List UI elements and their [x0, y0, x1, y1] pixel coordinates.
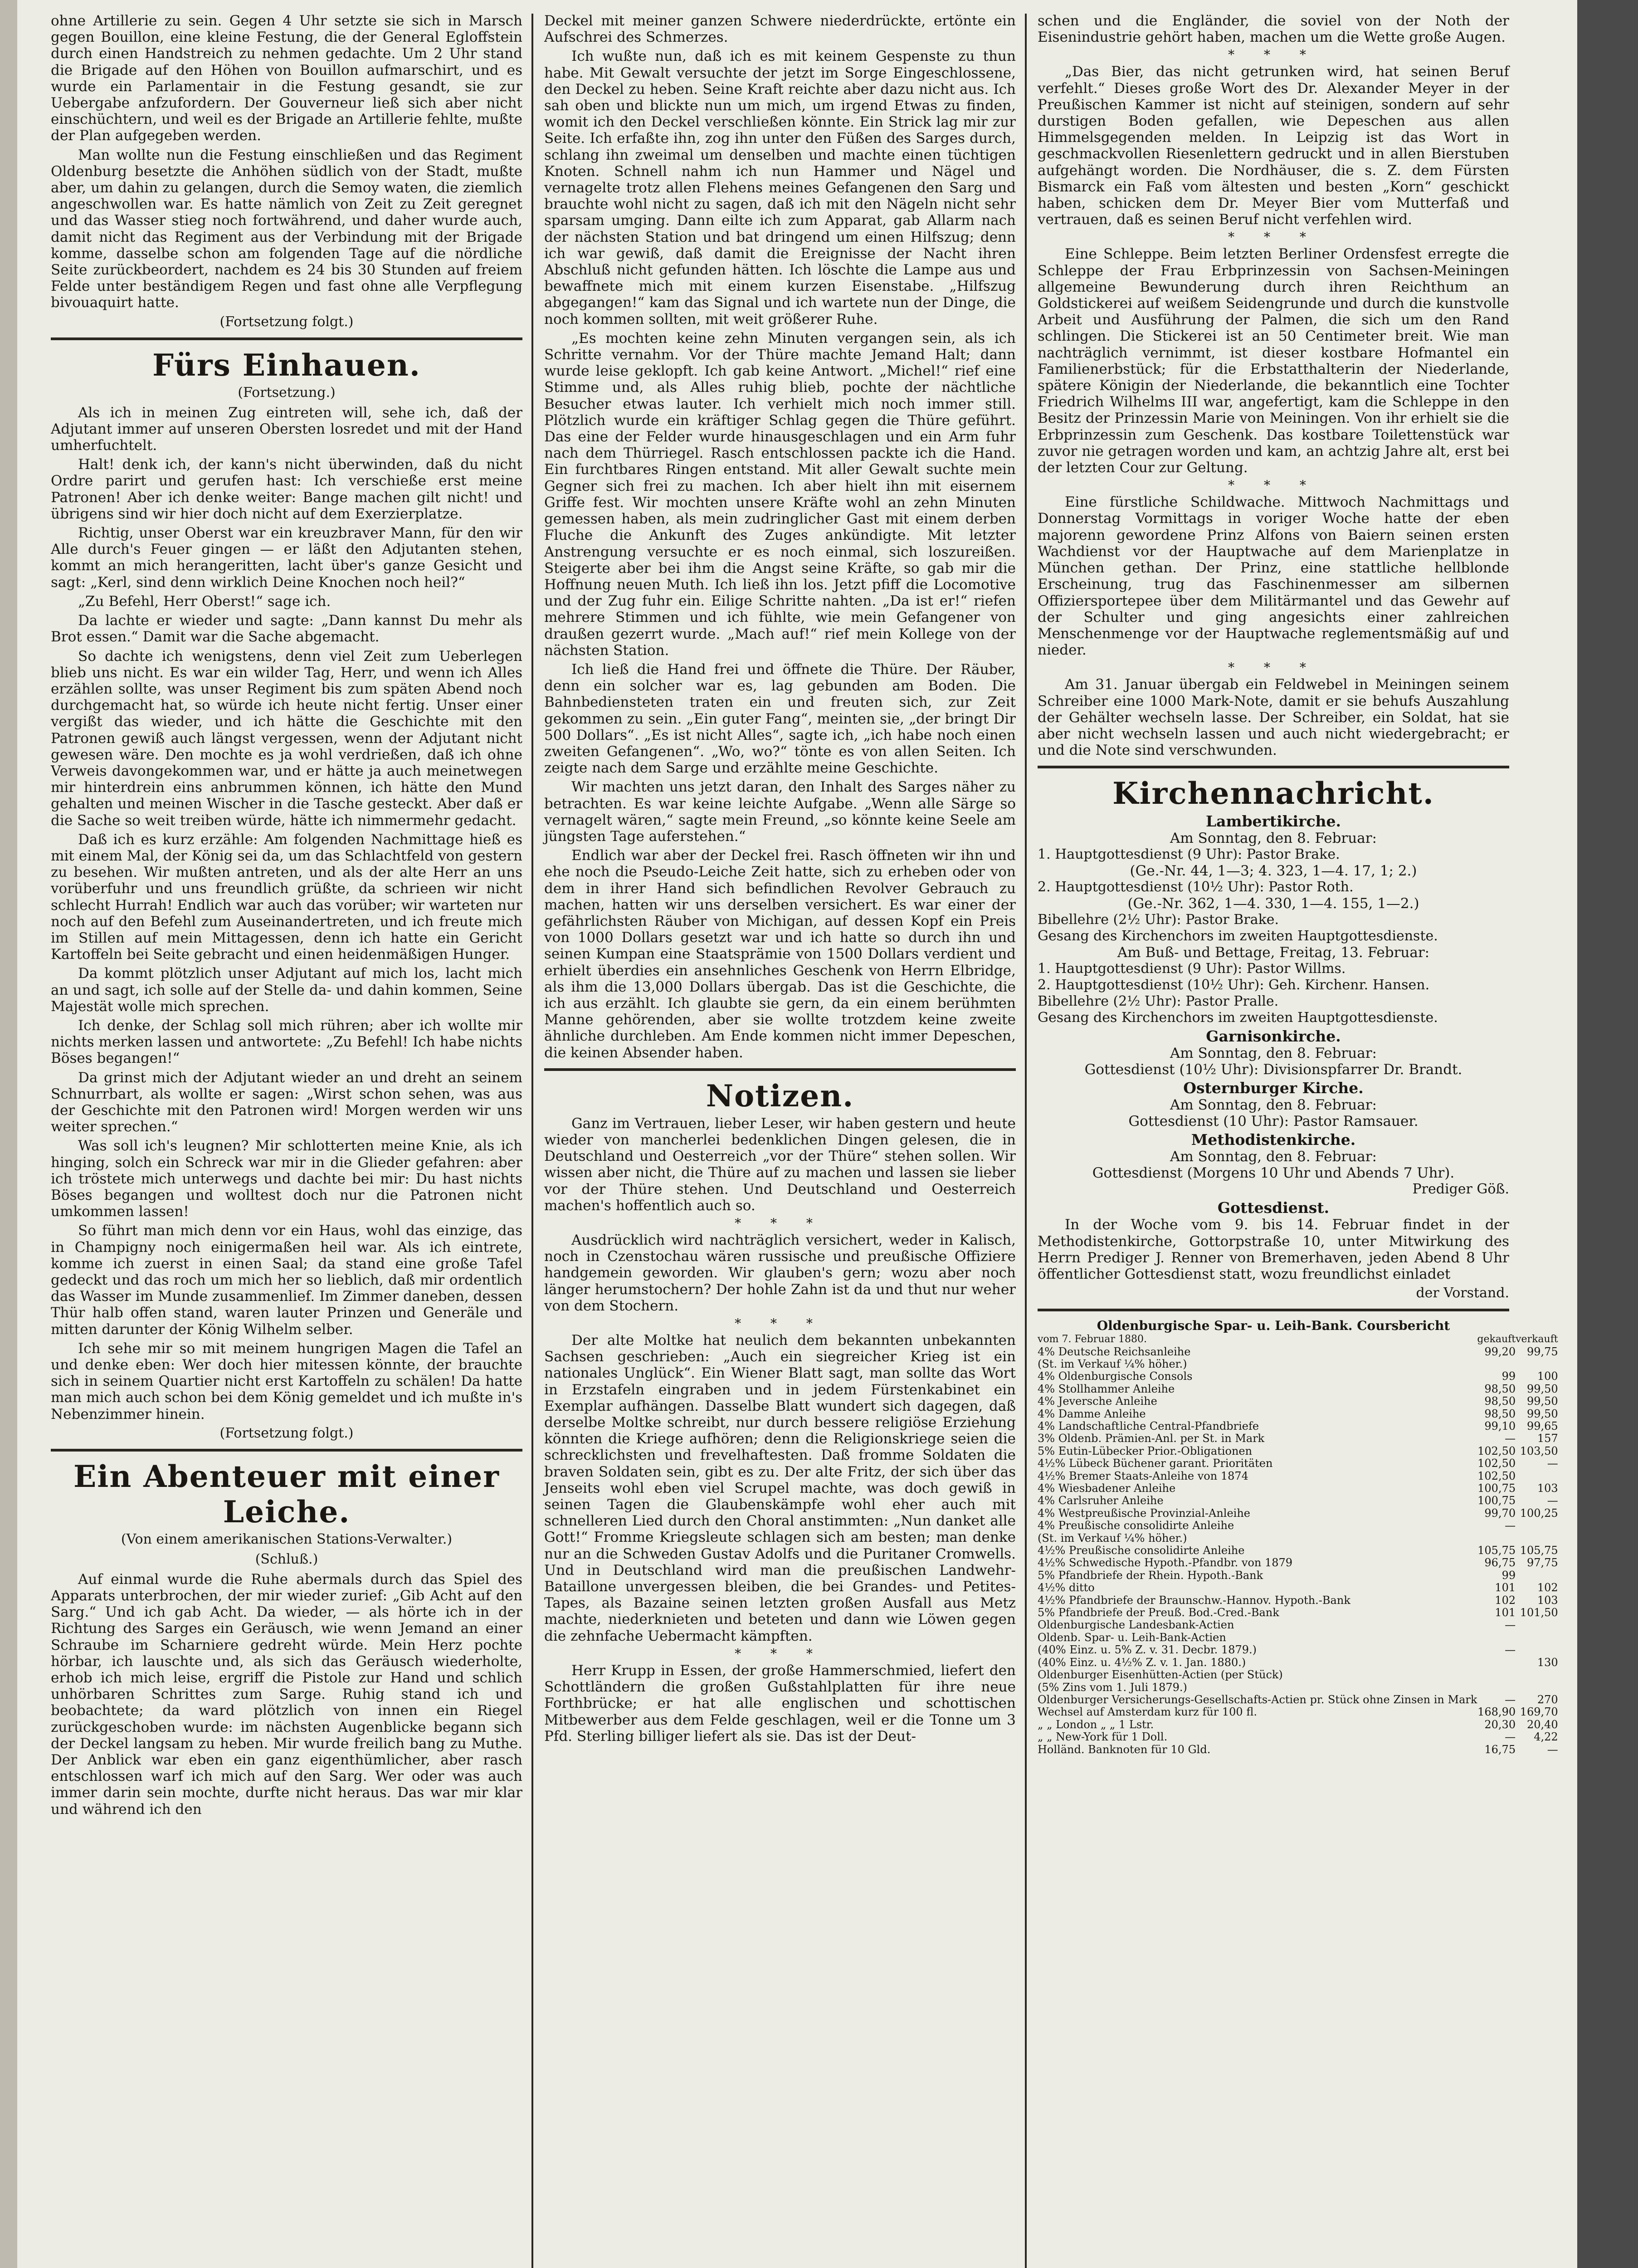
security-name: (St. im Verkauf ¼% höher.)	[1038, 1531, 1187, 1545]
table-row	[1038, 1694, 1558, 1706]
ask-price	[1516, 1532, 1558, 1545]
separator-stars: * * *	[735, 1646, 825, 1661]
table-row	[1038, 1495, 1558, 1507]
story-paragraph: Wir machten uns jetzt daran, den Inhalt des Sarges näher zu betrachten. Es war keine leichte Aufgabe. „Wenn alle Särge so vernagelt wären,“ sagte mein Freund, „so könnte keine Seele am jüngsten Tage auferstehen.“	[544, 779, 1016, 845]
ask-price: 4,22	[1534, 1730, 1558, 1744]
bid-price: —	[1505, 1693, 1516, 1706]
ask-price: 103,50	[1520, 1444, 1558, 1457]
bid-price: 96,75	[1484, 1556, 1516, 1569]
bid-price: 98,50	[1484, 1407, 1516, 1420]
bid-price: 99,10	[1484, 1419, 1516, 1432]
bid-price: 101	[1495, 1581, 1516, 1594]
bid-price: 98,50	[1484, 1395, 1516, 1408]
table-row	[1038, 1432, 1558, 1445]
table-row	[1038, 1644, 1558, 1656]
service-line: (Ge.-Nr. 362, 1—4. 330, 1—4. 155, 1—2.)	[1127, 895, 1419, 912]
service-line: Gesang des Kirchenchors im zweiten Hauptgottesdienste.	[1038, 928, 1438, 944]
service-line: Bibellehre (2½ Uhr): Pastor Pralle.	[1038, 993, 1279, 1010]
security-name: 3% Oldenb. Prämien-Anl. per St. in Mark	[1038, 1432, 1265, 1445]
notice-title: Gottesdienst.	[1217, 1199, 1330, 1217]
bid-price: 99	[1502, 1569, 1516, 1582]
story-paragraph: Halt! denk ich, der kann's nicht überwinden, daß du nicht Ordre parirt und gerufen hast: Ich verschieße erst meine Patronen! Aber ich denke weiter: Bange machen gilt nicht! und übrigens sind wir hier doch nicht auf dem Exerzierplatze.	[51, 456, 522, 522]
bid-price: 102,50	[1477, 1444, 1516, 1457]
ask-price: 100,25	[1520, 1506, 1558, 1520]
service-line: Bibellehre (2½ Uhr): Pastor Brake.	[1038, 912, 1279, 928]
ask-price: 99,50	[1526, 1407, 1558, 1420]
table-row	[1038, 1594, 1558, 1607]
table-row	[1038, 1532, 1558, 1545]
story-paragraph: „Es mochten keine zehn Minuten vergangen sein, als ich Schritte vernahm. Vor der Thüre machte Jemand Halt; dann wurde leise geklopft. Ich gab keine Antwort. „Michel!“ rief eine Stimme und, als Alles ruhig blieb, pochte der nächtliche Besucher etwas lauter. Ich verhielt mich noch immer still. Plötzlich wurde ein kräftiger Schlag gegen die Thüre geführt. Das eine der Felder wurde hinausgeschlagen und ein Arm fuhr nach dem Thürriegel. Rasch entschlossen packte ich die Hand. Ein furchtbares Ringen entstand. Mit aller Gewalt suchte mein Gegner sich frei zu machen. Ich aber hielt ihn mit eisernem Griffe fest. Wir mochten unsere Kräfte wohl an zehn Minuten gemessen haben, als mein zudringlicher Gast mit einem derben Fluche die Ankunft des Zuges ankündigte. Mit letzter Anstrengung versuchte er es noch einmal, sich loszureißen. Steigerte aber bei ihm die Angst seine Kräfte, so gab mir die Hoffnung neuen Muth. Ich ließ ihn los. Jetzt pfiff die Locomotive und der Zug fuhr ein. Eilige Schritte nahten. „Da ist er!“ riefen mehrere Stimmen und ich fühlte, wie mein Gefangener von draußen gezerrt wurde. „Mach auf!“ rief mein Kollege von der nächsten Station.	[544, 330, 1016, 659]
security-name: 5% Eutin-Lübecker Prior.-Obligationen	[1038, 1444, 1253, 1457]
bid-price: 101	[1495, 1606, 1516, 1619]
bid-price: 105,75	[1477, 1544, 1516, 1557]
section-rule	[51, 1449, 522, 1452]
ask-price: 130	[1537, 1656, 1558, 1669]
service-line: Gottesdienst (10½ Uhr): Divisionspfarrer Dr. Brandt.	[1084, 1061, 1462, 1078]
story-paragraph: So führt man mich denn vor ein Haus, wohl das einzige, das in Champigny noch einigermaßen heil war. Als ich eintrete, komme ich zuerst in einen Saal; da stand eine große Tafel gedeckt und das roch um mich her so lieblich, daß mir ordentlich das Wasser im Munde zusammenlief. Im Zimmer daneben, dessen Thür halb offen stand, waren lauter Prinzen und Generäle und mitten darunter der König Wilhelm selber.	[51, 1222, 522, 1338]
notice-paragraph: In der Woche vom 9. bis 14. Februar findet in der Methodistenkirche, Gottorpstraße 10, unter Mitwirkung des Herrn Prediger J. Renner von Bremerhaven, jeden Abend 8 Uhr öffentlicher Gottesdienst statt, wozu freundlichst einladet	[1038, 1217, 1509, 1282]
exchange-report-title: Oldenburgische Spar- u. Leih-Bank. Coursbericht	[1097, 1318, 1450, 1334]
bid-price: 100,75	[1477, 1494, 1516, 1507]
ask-price: 97,75	[1526, 1556, 1558, 1569]
ask-price: 157	[1537, 1432, 1558, 1445]
story-paragraph: Daß ich es kurz erzähle: Am folgenden Nachmittage hieß es mit einem Mal, der König sei da, um das Schlachtfeld von gestern zu besehen. Wir mußten antreten, und als der alte Herr an uns vorüberfuhr und uns freundlich grüßte, da schrieen wir nicht schlecht Hurrah! Endlich war auch das vorüber; wir warteten nur noch auf den Befehl zum Auseinandertreten, und ich freute mich im Stillen auf mein Mittagessen, denn ich hatte ein Gericht Kartoffeln bei Seite gebracht und einen heidenmäßigen Hunger.	[51, 831, 522, 963]
section-title: Notizen.	[706, 1078, 854, 1114]
security-name: 4% Westpreußische Provinzial-Anleihe	[1038, 1506, 1251, 1520]
ask-price	[1516, 1470, 1558, 1482]
column-header: gekauft	[1477, 1334, 1516, 1345]
security-name: (5% Zins vom 1. Juli 1879.)	[1038, 1681, 1187, 1694]
ask-price: 105,75	[1520, 1544, 1558, 1557]
ask-price: 100	[1537, 1370, 1558, 1383]
ask-price: —	[1547, 1457, 1558, 1470]
section-rule	[1038, 766, 1509, 768]
ask-price: 99,50	[1526, 1395, 1558, 1408]
security-name: Wechsel auf Amsterdam kurz für 100 fl.	[1038, 1706, 1257, 1719]
table-row	[1038, 1346, 1558, 1358]
security-name: 4% Jeversche Anleihe	[1038, 1395, 1157, 1408]
bid-price: 99	[1502, 1370, 1516, 1383]
bid-price	[1477, 1669, 1516, 1681]
service-date: Am Sonntag, den 8. Februar:	[1170, 1097, 1377, 1114]
security-name: 4½% Preußische consolidirte Anleihe	[1038, 1544, 1245, 1557]
bid-price: 102,50	[1477, 1469, 1516, 1482]
story-paragraph: Richtig, unser Oberst war ein kreuzbraver Mann, für den wir Alle durch's Feuer gingen — er läßt den Adjutanten stehen, kommt an mich herangeritten, lacht über's ganze Gesicht und sagt: „Kerl, sind denn wirklich Deine Knochen noch heil?“	[51, 525, 522, 591]
table-row	[1038, 1719, 1558, 1731]
separator-stars: * * *	[735, 1216, 825, 1231]
section-title: Kirchennachricht.	[1112, 776, 1434, 811]
table-row	[1038, 1445, 1558, 1457]
table-row	[1038, 1619, 1558, 1631]
service-date: Am Buß- und Bettage, Freitag, 13. Februar:	[1117, 944, 1430, 961]
bid-price: —	[1505, 1432, 1516, 1445]
story-paragraph: Deckel mit meiner ganzen Schwere niederdrückte, ertönte ein Aufschrei des Schmerzes.	[544, 13, 1016, 46]
separator-stars: * * *	[1228, 47, 1319, 63]
ask-price: 169,70	[1520, 1706, 1558, 1719]
table-row	[1038, 1420, 1558, 1432]
separator-stars: * * *	[735, 1316, 825, 1331]
church-name: Methodistenkirche.	[1191, 1131, 1356, 1149]
ask-price	[1516, 1569, 1558, 1582]
table-row	[1038, 1607, 1558, 1619]
service-line: Gesang des Kirchenchors im zweiten Hauptgottesdienste.	[1038, 1010, 1438, 1026]
column-2	[544, 13, 1016, 2268]
table-row	[1038, 1681, 1558, 1694]
security-name: 4½% Schwedische Hypoth.-Pfandbr. von 1879	[1038, 1556, 1293, 1569]
service-date: Am Sonntag, den 8. Februar:	[1170, 830, 1377, 847]
story-paragraph: Ich sehe mir so mit meinem hungrigen Magen die Tafel an und denke eben: Wer doch hier mitessen könnte, der brauchte sich in seinem Quartier nicht erst Kartoffeln zu schälen! Da hatte man mich auch schon bei dem König gemeldet und ich mußte in's Nebenzimmer hinein.	[51, 1340, 522, 1422]
security-name: Oldenburgische Landesbank-Actien	[1038, 1618, 1234, 1632]
separator-stars: * * *	[1228, 230, 1319, 245]
table-row	[1038, 1457, 1558, 1470]
signature: der Vorstand.	[1416, 1285, 1509, 1301]
notice-paragraph: Eine Schleppe. Beim letzten Berliner Ordensfest erregte die Schleppe der Frau Erbprinzessin von Sachsen-Meiningen allgemeine Bewunderung durch ihren Reichthum an Goldstickerei auf weißem Seidengrunde und durch die kunstvolle Arbeit und Ausführung der Palmen, die sich um den Rand schlingen. Die Stickerei ist an 50 Centimeter breit. Wie man nachträglich vernimmt, ist dieser kostbare Hofmantel ein Familienerbstück; für die Erbstatthalterin der Niederlande, spätere Königin der Niederlande, die bekanntlich eine Tochter Friedrich Wilhelms III war, angefertigt, kam die Schleppe in den Besitz der Prinzessin Marie von Meiningen. Von ihr erhielt sie die Erbprinzessin zum Geschenk. Das kostbare Toilettenstück war zuvor nie getragen worden und kam, an achtzig Jahre alt, erst bei der letzten Cour zur Geltung.	[1038, 246, 1509, 476]
table-row	[1038, 1706, 1558, 1718]
security-name: 5% Pfandbriefe der Preuß. Bod.-Cred.-Bank	[1038, 1606, 1279, 1619]
story-paragraph: Ich ließ die Hand frei und öffnete die Thüre. Der Räuber, denn ein solcher war es, lag gebunden am Boden. Die Bahnbediensteten traten ein und freuten sich, zur Zeit gekommen zu sein. „Ein guter Fang“, meinten sie, „der bringt Dir 500 Dollars“. „Es ist nicht Alles“, sagte ich, „ich habe noch einen zweiten Gefangenen“. „Wo, wo?“ tönte es von allen Seiten. Ich zeigte nach dem Sarge und erzählte meine Geschichte.	[544, 661, 1016, 777]
scan-margin	[0, 0, 17, 2268]
story-paragraph: Ich denke, der Schlag soll mich rühren; aber ich wollte mir nichts merken lassen und antwortete: „Zu Befehl! Ich habe nichts Böses begangen!“	[51, 1017, 522, 1067]
newspaper-page	[17, 0, 1577, 2268]
service-line: Gottesdienst (Morgens 10 Uhr und Abends 7 Uhr).	[1092, 1165, 1455, 1182]
ask-price: 99,50	[1526, 1382, 1558, 1395]
security-name: 5% Pfandbriefe der Rhein. Hypoth.-Bank	[1038, 1569, 1263, 1582]
ask-price	[1516, 1681, 1558, 1694]
table-row	[1038, 1744, 1558, 1756]
service-line: 2. Hauptgottesdienst (10½ Uhr): Pastor Roth.	[1038, 879, 1354, 895]
table-row	[1038, 1383, 1558, 1395]
continued-note: (Fortsetzung folgt.)	[219, 313, 354, 330]
column-1	[51, 13, 522, 2268]
table-row	[1038, 1669, 1558, 1681]
service-line: 1. Hauptgottesdienst (9 Uhr): Pastor Brake.	[1038, 846, 1340, 863]
table-row	[1038, 1408, 1558, 1420]
ask-price	[1516, 1669, 1558, 1681]
story-paragraph: Da lachte er wieder und sagte: „Dann kannst Du mehr als Brot essen.“ Damit war die Sache abgemacht.	[51, 612, 522, 645]
security-name: (St. im Verkauf ¼% höher.)	[1038, 1357, 1187, 1370]
bid-price: —	[1505, 1519, 1516, 1532]
ask-price: 103	[1537, 1593, 1558, 1607]
ask-price: 20,40	[1526, 1718, 1558, 1731]
bid-price	[1477, 1657, 1516, 1669]
security-name: 4½% ditto	[1038, 1581, 1095, 1594]
bid-price: 98,50	[1484, 1382, 1516, 1395]
bid-price: 168,90	[1477, 1706, 1516, 1719]
table-row	[1038, 1557, 1558, 1569]
notice-paragraph: Am 31. Januar übergab ein Feldwebel in Meiningen seinem Schreiber eine 1000 Mark-Note, damit er sie behufs Auszahlung der Gehälter wechseln lasse. Der Schreiber, ein Soldat, hat sie aber nicht wechseln lassen und auch nicht wiedergebracht; er und die Note sind verschwunden.	[1038, 676, 1509, 759]
story-subtitle: (Von einem amerikanischen Stations-Verwalter.)	[121, 1531, 453, 1547]
table-row	[1038, 1470, 1558, 1482]
security-name: (40% Einz. u. 4½% Z. v. 1. Jan. 1880.)	[1038, 1656, 1246, 1669]
security-name: 4% Oldenburgische Consols	[1038, 1370, 1193, 1383]
story-paragraph: Ich wußte nun, daß ich es mit keinem Gespenste zu thun habe. Mit Gewalt versuchte der jetzt im Sorge Eingeschlossene, den Deckel zu heben. Seine Kraft reichte aber dazu nicht aus. Ich sah oben und blickte nun um mich, um irgend Etwas zu finden, womit ich den Deckel verschließen könnte. Ein Strick lag mir zur Seite. Ich erfaßte ihn, zog ihn unter den Füßen des Sarges durch, schlang ihn zweimal um denselben und machte einen tüchtigen Knoten. Schnell nahm ich nun Hammer und Nägel und vernagelte trotz allen Flehens meines Gefangenen den Sarg und brauchte wohl nicht zu sagen, daß ich mit den Nägeln nicht sehr sparsam umging. Dann eilte ich zum Apparat, gab Allarm nach der nächsten Station und bat dringend um einen Hilfszug; denn ich war gewiß, daß damit die Ereignisse der Nacht ihren Abschluß nicht gefunden hätten. Ich löschte die Lampe aus und bewaffnete mich mit einem kurzen Eisenstabe. „Hilfszug abgegangen!“ kam das Signal und ich wartete nun der Dinge, die noch kommen sollten, mit weit größerer Ruhe.	[544, 48, 1016, 327]
bid-price: —	[1505, 1730, 1516, 1744]
notice-paragraph: Eine fürstliche Schildwache. Mittwoch Nachmittags und Donnerstag Vormittags in voriger Woche hatte der eben majorenn gewordene Prinz Alfons von Baiern seinen ersten Wachdienst vor der Hauptwache auf dem Marienplatze in München gethan. Der Prinz, eine stattliche hellblonde Erscheinung, trug das Faschinenmesser am silbernen Offiziersportepee über dem Militärmantel und das Gewehr auf der Schulter und ging angesichts einer zahlreichen Menschenmenge vor der Hauptwache reglementsmäßig auf und nieder.	[1038, 494, 1509, 659]
story-part-note: (Schluß.)	[255, 1551, 318, 1567]
security-name: (40% Einz. u. 5% Z. v. 31. Decbr. 1879.)	[1038, 1643, 1257, 1657]
security-name: 4% Deutsche Reichsanleihe	[1038, 1345, 1191, 1358]
security-name: 4% Damme Anleihe	[1038, 1407, 1146, 1420]
church-name: Lambertikirche.	[1205, 812, 1341, 831]
ask-price: 103	[1537, 1482, 1558, 1495]
table-row	[1038, 1582, 1558, 1594]
ask-price: 102	[1537, 1581, 1558, 1594]
service-line: Gottesdienst (10 Uhr): Pastor Ramsauer.	[1128, 1113, 1419, 1130]
article-paragraph: ohne Artillerie zu sein. Gegen 4 Uhr setzte sie sich in Marsch gegen Bouillon, eine kleine Festung, die der General Egloffstein durch einen Handstreich zu nehmen gedachte. Um 2 Uhr stand die Brigade auf den Höhen von Bouillon aufmarschirt, und es wurde ein Parlamentair in die Festung gesandt, sie zur Uebergabe anfzufordern. Der Gouverneur ließ sich aber nicht einschüchtern, und weil es der Brigade an Artillerie fehlte, mußte der Plan aufgegeben werden.	[51, 13, 522, 144]
security-name: Oldenb. Spar- u. Leih-Bank-Actien	[1038, 1631, 1226, 1644]
bid-price: —	[1505, 1643, 1516, 1657]
signature: Prediger Göß.	[1412, 1181, 1509, 1198]
security-name: 4% Carlsruher Anleihe	[1038, 1494, 1164, 1507]
story-paragraph: „Zu Befehl, Herr Oberst!“ sage ich.	[78, 593, 331, 610]
security-name: 4% Preußische consolidirte Anleihe	[1038, 1519, 1234, 1532]
column-3	[1038, 13, 1558, 2268]
table-row	[1038, 1731, 1558, 1743]
notice-paragraph: „Das Bier, das nicht getrunken wird, hat seinen Beruf verfehlt.“ Dieses große Wort des Dr. Alexander Meyer in der Preußischen Kammer ist nicht auf steinigen, sondern auf sehr durstigen Boden gefallen, wie Depeschen aus allen Himmelsgegenden melden. In Leipzig ist das Wort in geschmackvollen Riesenlettern gedruckt und in allen Bierstuben aufgehängt worden. Die Nordhäuser, die s. Z. dem Fürsten Bismarck ein Faß vom ältesten und besten „Korn“ geschickt haben, schicken dem Dr. Meyer Bier vom Mutterfaß und vertrauen, daß es seinen Beruf nicht verfehlen wird.	[1038, 64, 1509, 228]
ask-price: 99,65	[1526, 1419, 1558, 1432]
ask-price: 101,50	[1520, 1606, 1558, 1619]
bid-price: 102,50	[1477, 1457, 1516, 1470]
ask-price: —	[1547, 1494, 1558, 1507]
security-name: 4% Stollhammer Anleihe	[1038, 1382, 1175, 1395]
table-row	[1038, 1520, 1558, 1532]
section-rule	[51, 337, 522, 340]
bid-price	[1477, 1358, 1516, 1370]
story-paragraph: Da kommt plötzlich unser Adjutant auf mich los, lacht mich an und sagt, ich solle auf der Stelle da- und dahin kommen, Seine Majestät wolle mich sprechen.	[51, 965, 522, 1015]
table-subtitle: vom 7. Februar 1880.	[1038, 1334, 1147, 1345]
bid-price: 99,70	[1484, 1506, 1516, 1520]
exchange-rate-table	[1038, 1333, 1558, 1756]
column-rule	[1025, 14, 1027, 2268]
service-line: 2. Hauptgottesdienst (10½ Uhr): Geh. Kirchenr. Hansen.	[1038, 977, 1430, 993]
table-row	[1038, 1569, 1558, 1582]
bid-price: 102	[1495, 1593, 1516, 1607]
table-row	[1038, 1370, 1558, 1383]
ask-price	[1516, 1358, 1558, 1370]
notice-paragraph: Ganz im Vertrauen, lieber Leser, wir haben gestern und heute wieder von mancherlei bedenklichen Dingen gelesen, die in Deutschland und Oesterreich „vor der Thüre“ stehen sollen. Wir wissen aber nicht, die Thüre auf zu machen und lassen sie lieber vor der Thüre stehen. Und Deutschland und Oesterreich machen's hoffentlich auch so.	[544, 1115, 1016, 1214]
story-paragraph: Endlich war aber der Deckel frei. Rasch öffneten wir ihn und ehe noch die Pseudo-Leiche Zeit hatte, sich zu erheben oder von dem in ihrer Hand sich befindlichen Revolver Gebrauch zu machen, hatten wir uns derselben versichert. Es war einer der gefährlichsten Räuber von Michigan, auf dessen Kopf ein Preis von 1000 Dollars gesetzt war und ich hatte so durch ihn und seinen Kumpan eine Staatsprämie von 1500 Dollars verdient und erhielt überdies ein ansehnliches Geschenk von Herrn Elbridge, als ihm die 13,000 Dollars übergab. Das ist die Geschichte, die ich aus erzählt. Ich glaubte sie gern, da ein einem berühmten Manne gehörenden, aber sie wollte trotzdem keine zweite ähnliche durchleben. Am Ende kommen nicht immer Depeschen, die keinen Absender haben.	[544, 847, 1016, 1061]
story-paragraph: So dachte ich wenigstens, denn viel Zeit zum Ueberlegen blieb uns nicht. Es war ein wilder Tag, Herr, und wenn ich Alles erzählen sollte, was unser Regiment bis zum späten Abend noch durchgemacht hat, so würde ich heute nicht fertig. Unser einer vergißt das wieder, und ich hätte die Geschichte mit den Patronen gewiß auch längst vergessen, wenn der Adjutant nicht gewesen wäre. Den mochte es ja wohl verdrießen, daß ich ohne Verweis davongekommen war, und er hätte ja auch meinetwegen mir hinterdrein eins anbrummen können, ich hätte den Mund gehalten und meinen Wischer in die Tasche gesteckt. Aber daß er die Sache so weit treiben würde, hätte ich nimmermehr gedacht.	[51, 648, 522, 829]
ask-price: 99,75	[1526, 1345, 1558, 1358]
security-name: 4% Landschaftliche Central-Pfandbriefe	[1038, 1419, 1259, 1432]
security-name: „ „ New-York für 1 Doll.	[1038, 1730, 1168, 1744]
security-name: Holländ. Banknoten für 10 Gld.	[1038, 1743, 1211, 1756]
bid-price: 16,75	[1484, 1743, 1516, 1756]
bid-price: 100,75	[1477, 1482, 1516, 1495]
security-name: Oldenburger Versicherungs-Gesellschafts-Actien pr. Stück ohne Zinsen in Mark	[1038, 1693, 1477, 1706]
church-name: Garnisonkirche.	[1206, 1027, 1341, 1046]
story-title: Ein Abenteuer mit einer Leiche.	[73, 1458, 500, 1530]
section-rule	[1038, 1309, 1509, 1311]
story-paragraph: Da grinst mich der Adjutant wieder an und dreht an seinem Schnurrbart, als wollte er sagen: „Wirst schon sehen, was aus der Geschichte mit den Patronen wird! Morgen werden wir uns weiter sprechen.“	[51, 1069, 522, 1135]
book-edge	[1577, 0, 1638, 2268]
ask-price	[1516, 1520, 1558, 1532]
service-line: 1. Hauptgottesdienst (9 Uhr): Pastor Willms.	[1038, 961, 1346, 977]
bid-price: 99,20	[1484, 1345, 1516, 1358]
column-header: verkauft	[1516, 1334, 1558, 1345]
section-rule	[544, 1068, 1016, 1071]
story-paragraph: Was soll ich's leugnen? Mir schlotterten meine Knie, als ich hinging, solch ein Schreck war mir in die Glieder gefahren: aber ich tröstete mich unterwegs und dachte bei mir: Du hast nichts Böses begangen und wolltest doch nur die Patronen nicht umkommen lassen!	[51, 1138, 522, 1220]
security-name: 4% Wiesbadener Anleihe	[1038, 1482, 1176, 1495]
story-paragraph: Als ich in meinen Zug eintreten will, sehe ich, daß der Adjutant immer auf unseren Obersten losredet und mit der Hand umherfuchtelt.	[51, 404, 522, 454]
security-name: „ „ London „ „ 1 Lstr.	[1038, 1718, 1154, 1731]
story-subtitle: (Fortsetzung.)	[238, 384, 336, 401]
church-name: Osternburger Kirche.	[1183, 1079, 1364, 1097]
table-row	[1038, 1507, 1558, 1520]
notice-paragraph: Herr Krupp in Essen, der große Hammerschmied, liefert den Schottländern die großen Gußstahlplatten für ihre neue Forthbrücke; er hat alle englischen und schottischen Mitbewerber aus dem Felde geschlagen, weil er die Tonne um 3 Pfd. Sterling billiger liefert als sie. Das ist der Deut-	[544, 1662, 1016, 1745]
bid-price	[1477, 1681, 1516, 1694]
continued-note: (Fortsetzung folgt.)	[219, 1425, 354, 1441]
security-name: 4½% Bremer Staats-Anleihe von 1874	[1038, 1469, 1248, 1482]
bid-price	[1477, 1632, 1516, 1644]
service-date: Am Sonntag, den 8. Februar:	[1170, 1045, 1377, 1062]
security-name: Oldenburger Eisenhütten-Actien (per Stück)	[1038, 1668, 1283, 1681]
service-line: (Ge.-Nr. 44, 1—3; 4. 323, 1—4. 17, 1; 2.)	[1130, 863, 1417, 880]
ask-price: 270	[1537, 1693, 1558, 1706]
bid-price: —	[1505, 1618, 1516, 1632]
table-header-row	[1038, 1333, 1558, 1345]
story-title: Fürs Einhauen.	[152, 347, 421, 383]
table-row	[1038, 1395, 1558, 1408]
security-name: 4½% Lübeck Büchener garant. Prioritäten	[1038, 1457, 1273, 1470]
security-name: 4½% Pfandbriefe der Braunschw.-Hannov. Hypoth.-Bank	[1038, 1593, 1350, 1607]
separator-stars: * * *	[1228, 660, 1319, 675]
table-row	[1038, 1545, 1558, 1557]
ask-price: —	[1547, 1743, 1558, 1756]
notice-paragraph: Ausdrücklich wird nachträglich versichert, weder in Kalisch, noch in Czenstochau wären russische und preußische Offiziere handgemein geworden. Wir glauben's gern; wozu aber noch länger herumstochern? Der hohle Zahn ist da und thut nur weher von dem Stochern.	[544, 1232, 1016, 1314]
table-row	[1038, 1482, 1558, 1495]
article-paragraph: Man wollte nun die Festung einschließen und das Regiment Oldenburg besetzte die Anhöhen südlich von der Stadt, mußte aber, um dahin zu gelangen, durch die Semoy waten, die ziemlich angeschwollen war. Es hatte nämlich von Zeit zu Zeit geregnet und das Wasser stieg noch fortwährend, und daher wurde auch, damit nicht das Regiment aus der Verbindung mit der Brigade komme, dasselbe schon am folgenden Tage auf die nördliche Seite zurückbeordert, nachdem es 24 bis 30 Stunden auf freiem Felde unter beständigem Regen und fast ohne alle Verpflegung bivouaquirt hatte.	[51, 147, 522, 311]
notice-paragraph: schen und die Engländer, die soviel von der Noth der Eisenindustrie gehört haben, machen um die Wette große Augen.	[1038, 13, 1509, 46]
notice-paragraph: Der alte Moltke hat neulich dem bekannten unbekannten Sachsen geschrieben: „Auch ein siegreicher Krieg ist ein nationales Unglück“. Ein Wiener Blatt sagt, man sollte das Wort in Erzstafeln eingraben und in jedem Fürstenkabinet ein Exemplar aufhängen. Dasselbe Blatt wundert sich dagegen, daß derselbe Moltke schreibt, nur durch bessere religiöse Erziehung könnten die Kriege aufhören; denn die Religionskriege seien die schrecklichsten und frevelhaftesten. Daß fromme Soldaten die braven Soldaten sein, gibt es zu. Der alte Fritz, der sich über das Jenseits wohl eben viel Scrupel machte, was doch gewiß in seinen Tagen die Glaubenskämpfe wohl eher auch mit schnelleren Lied durch den Choral anstimmten: „Nun danket alle Gott!“ Fromme Kriegsleute schlagen sich am besten; man denke nur an die Schweden Gustav Adolfs und die Puritaner Cromwells. Und in Deutschland wird man die preußischen Landwehr-Bataillone unvergessen bleiben, die bei Grandes- und Petites-Tapes, als Bazaine seinen letzten großen Ausfall aus Metz machte, niederknieten und beteten und dann wie Löwen gegen die zehnfache Uebermacht kämpften.	[544, 1332, 1016, 1644]
ask-price	[1516, 1619, 1558, 1631]
table-row	[1038, 1358, 1558, 1370]
bid-price	[1477, 1532, 1516, 1545]
service-date: Am Sonntag, den 8. Februar:	[1170, 1149, 1377, 1165]
bid-price: 20,30	[1484, 1718, 1516, 1731]
table-row	[1038, 1632, 1558, 1644]
column-rule	[531, 14, 533, 2268]
story-paragraph: Auf einmal wurde die Ruhe abermals durch das Spiel des Apparats unterbrochen, der mir wieder zurief: „Gib Acht auf den Sarg.“ Und ich gab Acht. Da wieder, — als hörte ich in der Richtung des Sarges ein Geräusch, wie wenn Jemand an einer Schraube im Scharniere gedreht würde. Mein Herz pochte hörbar, ich lauschte und, als sich das Geräusch wiederholte, erhob ich mich leise, ergriff die Pistole zur Hand und schlich unhörbaren Schrittes zum Sarge. Ruhig stand ich und beobachtete; da ward plötzlich von innen ein Riegel zurückgeschoben wurde: im nächsten Augenblicke begann sich der Deckel langsam zu heben. Mir wurde freilich bang zu Muthe. Der Anblick war eben ein ganz eigenthümlicher, aber rasch entschlossen warf ich mich auf den Sarg. Wer oder was auch immer darin sein mochte, durfte nicht heraus. Das war mir klar und während ich den	[51, 1571, 522, 1818]
table-row	[1038, 1657, 1558, 1669]
separator-stars: * * *	[1228, 478, 1319, 493]
ask-price	[1516, 1632, 1558, 1644]
ask-price	[1516, 1644, 1558, 1656]
